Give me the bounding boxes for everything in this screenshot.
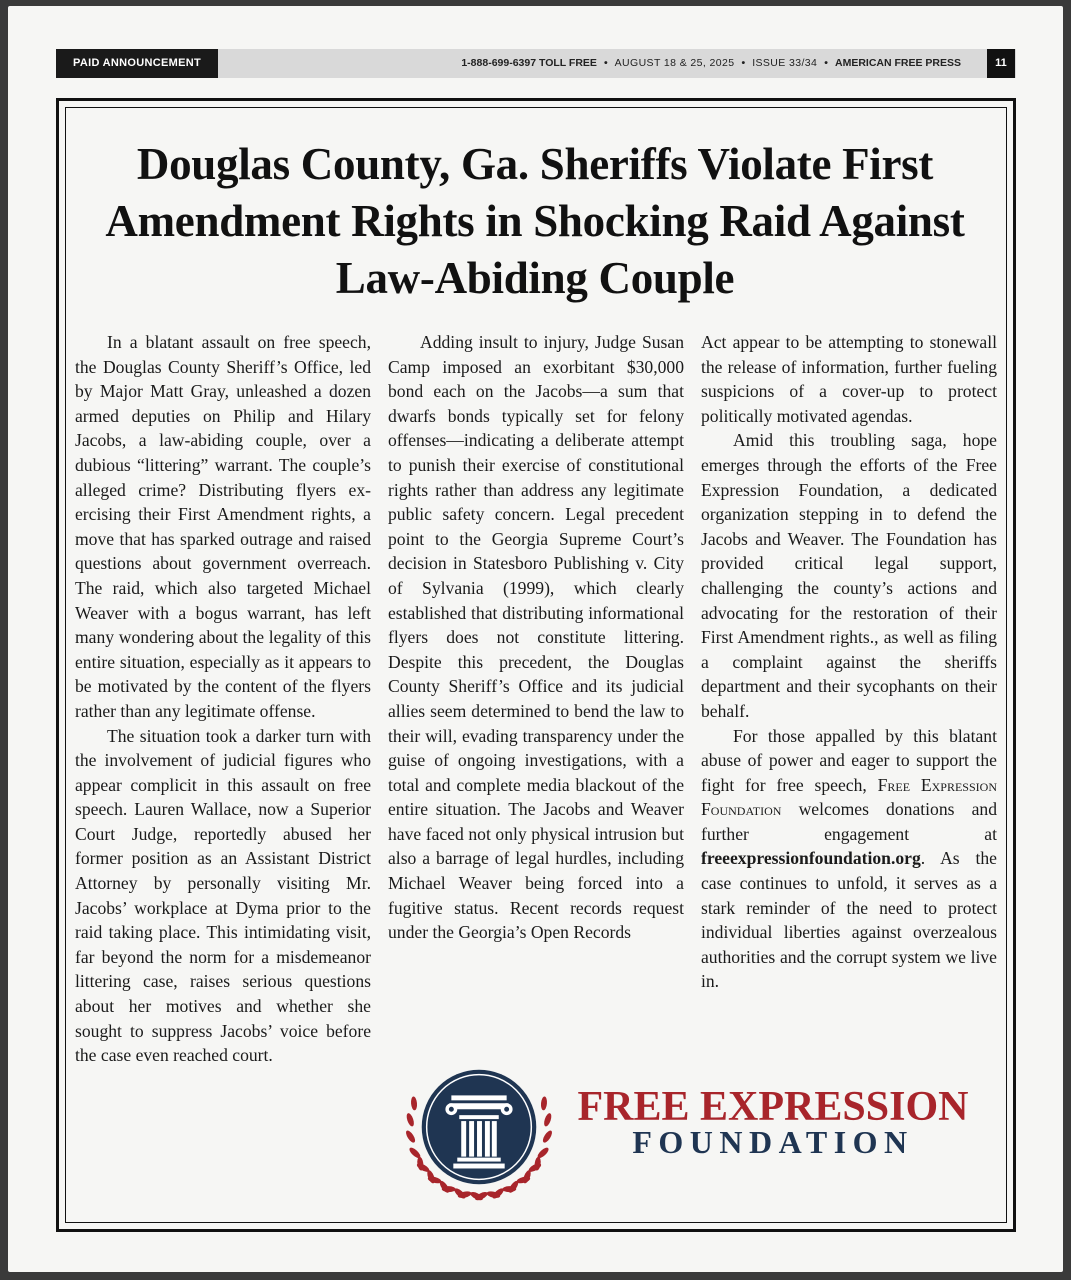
foundation-url[interactable]: freeexpressionfoundation.org <box>701 848 921 869</box>
article-column-3 <box>701 330 997 994</box>
separator-dot: • <box>603 57 608 69</box>
organization-name: Free Expression Foundation <box>701 774 997 820</box>
issue-number: ISSUE 33/34 <box>752 57 818 69</box>
text-run: . As the case continues to unfold, it serves as a stark reminder of the need to protect individual liberties against overzealous authorities and the corrupt system we live in. <box>701 848 997 992</box>
publication-name: AMERICAN FREE PRESS <box>834 57 961 69</box>
text-run: welcomes donations and further engagement at <box>701 799 997 844</box>
laurel-leaf <box>540 1096 547 1110</box>
article-paragraph <box>701 724 997 995</box>
laurel-leaf <box>404 1129 416 1144</box>
logo-subtitle: FOUNDATION <box>632 1124 914 1160</box>
laurel-leaf <box>410 1096 417 1110</box>
article-paragraph: The situation took a darker turn with the involvement of judicial figures who appear complicit in this assault on free speech. Lauren Wallace, now a Superior Court Judge, reportedly abused her former position as an Assistant District Attorney by personally visiting Mr. Jacobs’ workplace at Dyma prior to the raid taking place. This intimidating visit, far beyond the norm for a misdemeanor littering case, raises serious questions about her motives and whether she sought to suppress Jacobs’ voice before the case even reached court. <box>75 725 371 1066</box>
column-seal-icon <box>400 1048 558 1206</box>
article-paragraph: Adding insult to injury, Judge Susan Camp imposed an exorbitant $30,000 bond each on the Jacobs—a sum that dwarfs bonds typically set for felony offenses—indicating a deliberate attempt to punish their exercise of constitutional rights rather than address any legitimate public safety concern. Legal precedent point to the Georgia Supreme Court’s decision in Statesboro Publishing v. City of Sylvania (1999), which clearly established that distributing informational flyers does not constitute littering. Despite this precedent, the Douglas County Sheriff’s Office and its judicial allies seem determined to bend the law to their will, evading transparency under the guise of ongoing investigations, with a total and complete media blackout of the entire situation. The Jacobs and Weaver have faced not only physical intrusion but also a barrage of legal hurdles, including Michael Weaver being forced into a fugitive status. Recent records request under the Georgia’s Open Records <box>388 332 684 943</box>
separator-dot: • <box>824 57 828 69</box>
laurel-leaf <box>541 1129 553 1144</box>
text-run: For those appalled by this blatant abuse of power and eager to support the fight for free speech, <box>701 725 997 795</box>
separator-dot: • <box>741 57 746 69</box>
laurel-leaf <box>543 1112 553 1127</box>
article-paragraph: Amid this troubling saga, hope emerges through the efforts of the Free Expression Foundation, a dedicated organization stepping in to defend the Jacobs and Weaver. The Foundation has provided critical legal support, challenging the county’s actions and advocating for the restoration of their First Amendment rights., as well as filing a complaint against the sheriffs department and their sycophants on their behalf. <box>701 430 997 721</box>
article-column-2 <box>388 330 684 945</box>
paid-announcement-label: PAID ANNOUNCEMENT <box>56 49 218 78</box>
issue-date: AUGUST 18 & 25, 2025 <box>614 57 735 69</box>
logo-title: FREE EXPRESSION <box>577 1084 969 1130</box>
article-headline: Douglas County, Ga. Sheriffs Violate First Amendment Rights in Shocking Raid Against Law-Abiding Couple <box>105 139 965 303</box>
phone-number: 1-888-699-6397 TOLL FREE <box>461 57 597 69</box>
article-column-1 <box>75 330 371 1068</box>
article-paragraph-continued: Act appear to be attempting to stonewall the release of information, further fueling suspicions of a cover-up to protect politically motivated agendas. <box>701 332 997 426</box>
page-header-info <box>461 49 961 78</box>
laurel-leaf <box>405 1112 415 1127</box>
laurel-leaf <box>502 1186 516 1192</box>
page-number: 11 <box>987 49 1015 78</box>
article-paragraph: In a blatant assault on free speech, the Douglas County Sheriff’s Office, led by Major Matt Gray, unleashed a dozen armed deputies on Philip and Hilary Jacobs, a law-abiding couple, over a dubious “littering” warrant. The couple’s alleged crime? Distributing flyers exercising their First Amendment rights, a move that has sparked outrage and raised questions about government overreach. The raid, which also targeted Michael Weaver with a bogus warrant, has left many wondering about the legality of this entire situation, especially as it appears to be motivated by the content of the flyers rather than any legitimate offense. <box>75 332 371 721</box>
